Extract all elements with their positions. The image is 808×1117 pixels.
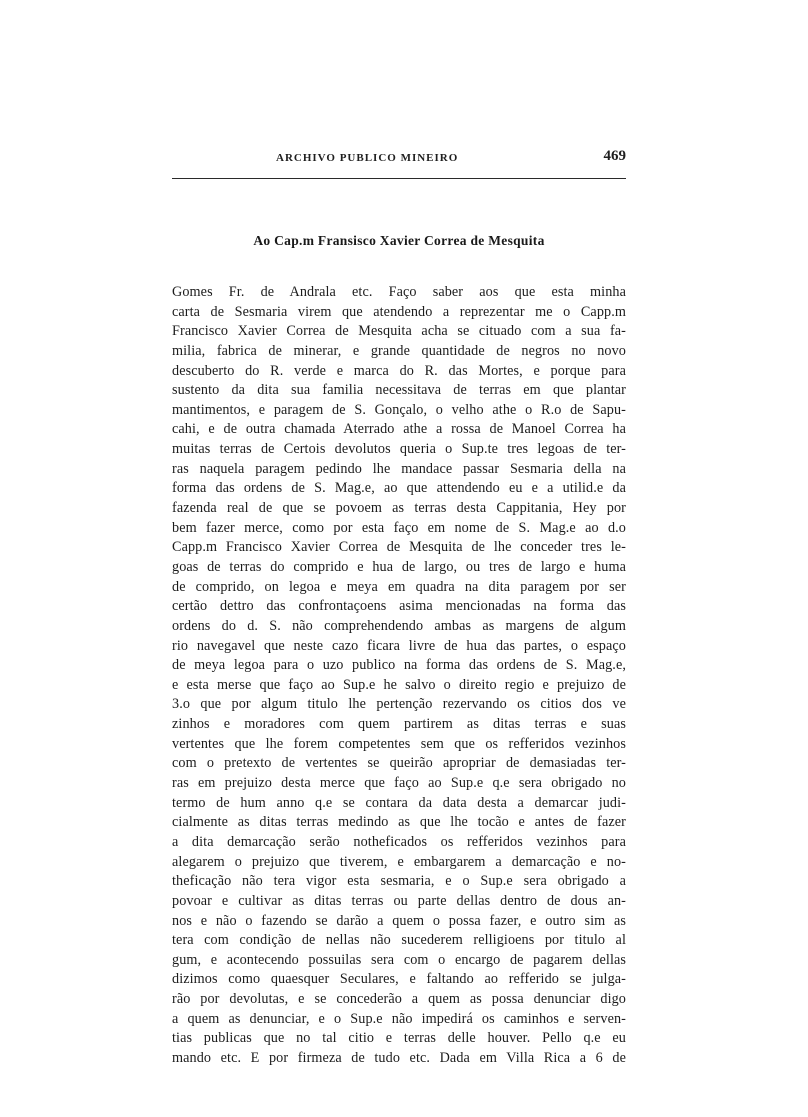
section-title: Ao Cap.m Fransisco Xavier Correa de Mesquita bbox=[253, 233, 545, 248]
text-line: termo de hum anno q.e se contara da data desta a demarcar judi- bbox=[172, 794, 626, 811]
text-line: theficação não tera vigor esta sesmaria, e o Sup.e sera obrigado a bbox=[172, 873, 626, 890]
text-line: gum, e acontecendo possuilas sera com o encargo de pagarem dellas bbox=[172, 951, 626, 968]
text-line: Francisco Xavier Correa de Mesquita acha se cituado com a sua fa- bbox=[172, 323, 626, 340]
text-line: rio navegavel que neste cazo ficara livre de hua das partes, o espaço bbox=[172, 637, 626, 654]
text-line: sustento da dita sua familia necessitava de terras em que plantar bbox=[172, 382, 626, 399]
text-line: mantimentos, e paragem de S. Gonçalo, o velho athe o R.o de Sapu- bbox=[172, 401, 626, 418]
text-line: com o pretexto de vertentes se queirão apropriar de demasiadas ter- bbox=[172, 755, 626, 772]
text-line: certão dettro das confrontaçoens asima mencionadas na forma das bbox=[172, 598, 626, 615]
text-line: mando etc. E por firmeza de tudo etc. Dada em Villa Rica a 6 de bbox=[172, 1049, 626, 1066]
body-text bbox=[172, 283, 626, 1069]
text-line: Gomes Fr. de Andrala etc. Faço saber aos que esta minha bbox=[172, 284, 626, 300]
text-line: ordens do d. S. não comprehendendo ambas as margens de algum bbox=[172, 617, 626, 634]
text-line: milia, fabrica de minerar, e grande quantidade de negros no novo bbox=[172, 342, 626, 359]
text-line: Capp.m Francisco Xavier Correa de Mesquita de lhe conceder tres le- bbox=[172, 539, 626, 556]
text-line: dizimos como quaesquer Seculares, e faltando ao refferido se julga- bbox=[172, 971, 626, 988]
text-line: a quem as denunciar, e o Sup.e não impedirá os caminhos e serven- bbox=[172, 1010, 626, 1027]
text-line: muitas terras de Certois devolutos queria o Sup.te tres legoas de ter- bbox=[172, 441, 626, 458]
text-line: ras naquela paragem pedindo lhe mandace passar Sesmaria della na bbox=[172, 460, 626, 477]
text-line: e esta merse que faço ao Sup.e he salvo o direito regio e prejuizo de bbox=[172, 676, 626, 693]
text-line: povoar e cultivar as ditas terras ou parte dellas dentro de dous an- bbox=[172, 892, 626, 909]
text-line: tias publicas que no tal citio e terras delle houver. Pello q.e eu bbox=[172, 1030, 626, 1047]
text-line: fazenda real de que se povoem as terras desta Cappitania, Hey por bbox=[172, 500, 626, 517]
text-line: zinhos e moradores com quem partirem as ditas terras e suas bbox=[172, 716, 626, 733]
text-line: 3.o que por algum titulo lhe pertenção rezervando os citios dos ve bbox=[172, 696, 626, 713]
text-line: cialmente as ditas terras medindo as que lhe tocão e antes de fazer bbox=[172, 814, 626, 831]
text-line: de meya legoa para o uzo publico na forma das ordens de S. Mag.e, bbox=[172, 657, 626, 674]
text-line: nos e não o fazendo se darão a quem o possa fazer, e outro sim as bbox=[172, 912, 626, 929]
text-line: bem fazer merce, como por esta faço em nome de S. Mag.e ao d.o bbox=[172, 519, 626, 536]
text-line: carta de Sesmaria virem que atendendo a reprezentar me o Capp.m bbox=[172, 303, 626, 320]
text-line: rão por devolutas, e se concederão a quem as possa denunciar digo bbox=[172, 991, 626, 1008]
text-line: forma das ordens de S. Mag.e, ao que attendendo eu e a utilid.e da bbox=[172, 480, 626, 497]
text-line: ras em prejuizo desta merce que faço ao Sup.e q.e sera obrigado no bbox=[172, 775, 626, 792]
text-line: tera com condição de nellas não sucederem relligioens por titulo al bbox=[172, 932, 626, 949]
text-line: cahi, e de outra chamada Aterrado athe a rossa de Manoel Correa ha bbox=[172, 421, 626, 438]
page-number: 469 bbox=[603, 148, 626, 164]
text-line: de comprido, on legoa e meya em quadra na dita paragem por ser bbox=[172, 578, 626, 595]
text-line: a dita demarcação serão notheficados os refferidos vezinhos para bbox=[172, 833, 626, 850]
running-header bbox=[172, 148, 626, 179]
text-line: vertentes que lhe forem competentes sem que os refferidos vezinhos bbox=[172, 735, 626, 752]
text-line: goas de terras do comprido e hua de largo, ou tres de largo e huma bbox=[172, 558, 626, 575]
running-title: ARCHIVO PUBLICO MINEIRO bbox=[276, 152, 459, 164]
text-line: alegarem o prejuizo que tiverem, e embargarem a demarcação e no- bbox=[172, 853, 626, 870]
text-line: descuberto do R. verde e marca do R. das Mortes, e porque para bbox=[172, 362, 626, 379]
